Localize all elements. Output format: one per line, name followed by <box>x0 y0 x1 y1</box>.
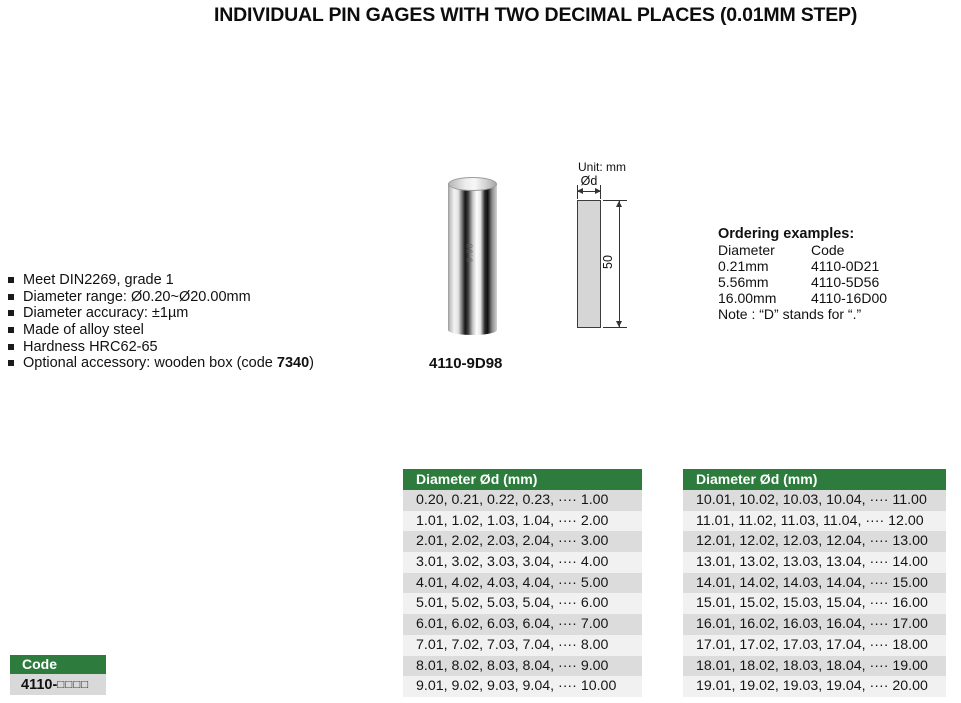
code-box <box>10 655 106 695</box>
table-row: 17.01, 17.02, 17.03, 17.04, ···· 18.00 <box>683 635 946 656</box>
feature-text: Hardness HRC62-65 <box>23 338 158 355</box>
table-header: Diameter Ød (mm) <box>403 469 642 490</box>
ordering-examples <box>718 226 953 322</box>
product-model-caption: 4110-9D98 <box>429 355 503 372</box>
table-row: 15.01, 15.02, 15.03, 15.04, ···· 16.00 <box>683 593 946 614</box>
bullet-square-icon <box>8 294 14 300</box>
table-row: 5.01, 5.02, 5.03, 5.04, ···· 6.00 <box>403 593 642 614</box>
feature-item <box>8 272 314 289</box>
ordering-columns-row <box>718 242 953 258</box>
table-row: 9.01, 9.02, 9.03, 9.04, ···· 10.00 <box>403 676 642 697</box>
feature-item <box>8 339 314 356</box>
table-row: 13.01, 13.02, 13.03, 13.04, ···· 14.00 <box>683 552 946 573</box>
table-row: 18.01, 18.02, 18.03, 18.04, ···· 19.00 <box>683 656 946 677</box>
arrowhead-right-icon <box>595 188 601 194</box>
table-row: 2.01, 2.02, 2.03, 2.04, ···· 3.00 <box>403 531 642 552</box>
arrowhead-up-icon <box>616 201 622 207</box>
ordering-row: 0.21mm 4110-0D21 <box>718 258 880 274</box>
table-row: 10.01, 10.02, 10.03, 10.04, ···· 11.00 <box>683 490 946 511</box>
bullet-square-icon <box>8 310 14 316</box>
bullet-square-icon <box>8 327 14 333</box>
code-placeholder-squares: □□□□ <box>57 679 90 691</box>
diameter-dimension-label: Ød <box>580 174 598 188</box>
extension-line <box>603 200 627 201</box>
arrowhead-left-icon <box>577 188 583 194</box>
code-box-header: Code <box>10 655 106 674</box>
ordering-row: 16.00mm 4110-16D00 <box>718 290 888 306</box>
ordering-col-diameter: Diameter <box>718 242 775 258</box>
bullet-square-icon <box>8 277 14 283</box>
feature-text: Meet DIN2269, grade 1 <box>23 272 174 288</box>
ordering-col-code: Code <box>811 242 845 258</box>
code-box-value <box>10 674 106 695</box>
bullet-square-icon <box>8 344 14 350</box>
table-row: 14.01, 14.02, 14.03, 14.04, ···· 15.00 <box>683 573 946 594</box>
table-row: 11.01, 11.02, 11.03, 11.04, ···· 12.00 <box>683 511 946 532</box>
table-row: 8.01, 8.02, 8.03, 8.04, ···· 9.00 <box>403 656 642 677</box>
pin-engraving-text: 9.98 <box>465 242 475 263</box>
feature-item <box>8 305 314 322</box>
feature-item <box>8 355 314 372</box>
ordering-note: Note : “D” stands for “.” <box>718 306 862 322</box>
table-row: 6.01, 6.02, 6.03, 6.04, ···· 7.00 <box>403 614 642 635</box>
diameter-table-left <box>403 469 642 697</box>
accessory-code: 7340 <box>276 355 310 372</box>
dimension-line <box>619 201 620 327</box>
diameter-table-right <box>683 469 946 697</box>
ordering-row: 5.56mm 4110-5D56 <box>718 274 880 290</box>
code-prefix: 4110- <box>21 677 58 693</box>
table-row: 1.01, 1.02, 1.03, 1.04, ···· 2.00 <box>403 511 642 532</box>
feature-text: Optional accessory: wooden box (code 7340) <box>23 355 315 372</box>
table-row: 12.01, 12.02, 12.03, 12.04, ···· 13.00 <box>683 531 946 552</box>
feature-text: Diameter accuracy: ±1µm <box>23 305 189 322</box>
table-row: 0.20, 0.21, 0.22, 0.23, ···· 1.00 <box>403 490 642 511</box>
page-title: INDIVIDUAL PIN GAGES WITH TWO DECIMAL PLACES (0.01MM STEP) <box>214 4 858 26</box>
unit-label: Unit: mm <box>578 160 626 174</box>
ordering-heading: Ordering examples: <box>718 226 855 242</box>
table-header: Diameter Ød (mm) <box>683 469 946 490</box>
feature-text: Diameter range: Ø0.20~Ø20.00mm <box>23 288 251 305</box>
table-row: 4.01, 4.02, 4.03, 4.04, ···· 5.00 <box>403 573 642 594</box>
feature-list <box>8 272 314 372</box>
table-row: 16.01, 16.02, 16.03, 16.04, ···· 17.00 <box>683 614 946 635</box>
extension-line <box>603 327 627 328</box>
length-dimension-label: 50 <box>601 255 615 269</box>
bullet-square-icon <box>8 360 14 366</box>
pin-gage-top-cap <box>448 177 497 191</box>
pin-drawing-rectangle <box>577 200 601 328</box>
table-row: 7.01, 7.02, 7.03, 7.04, ···· 8.00 <box>403 635 642 656</box>
feature-item <box>8 289 314 306</box>
feature-text: Made of alloy steel <box>23 322 144 339</box>
feature-item <box>8 322 314 339</box>
table-row: 19.01, 19.02, 19.03, 19.04, ···· 20.00 <box>683 676 946 697</box>
table-row: 3.01, 3.02, 3.03, 3.04, ···· 4.00 <box>403 552 642 573</box>
arrowhead-down-icon <box>616 321 622 327</box>
